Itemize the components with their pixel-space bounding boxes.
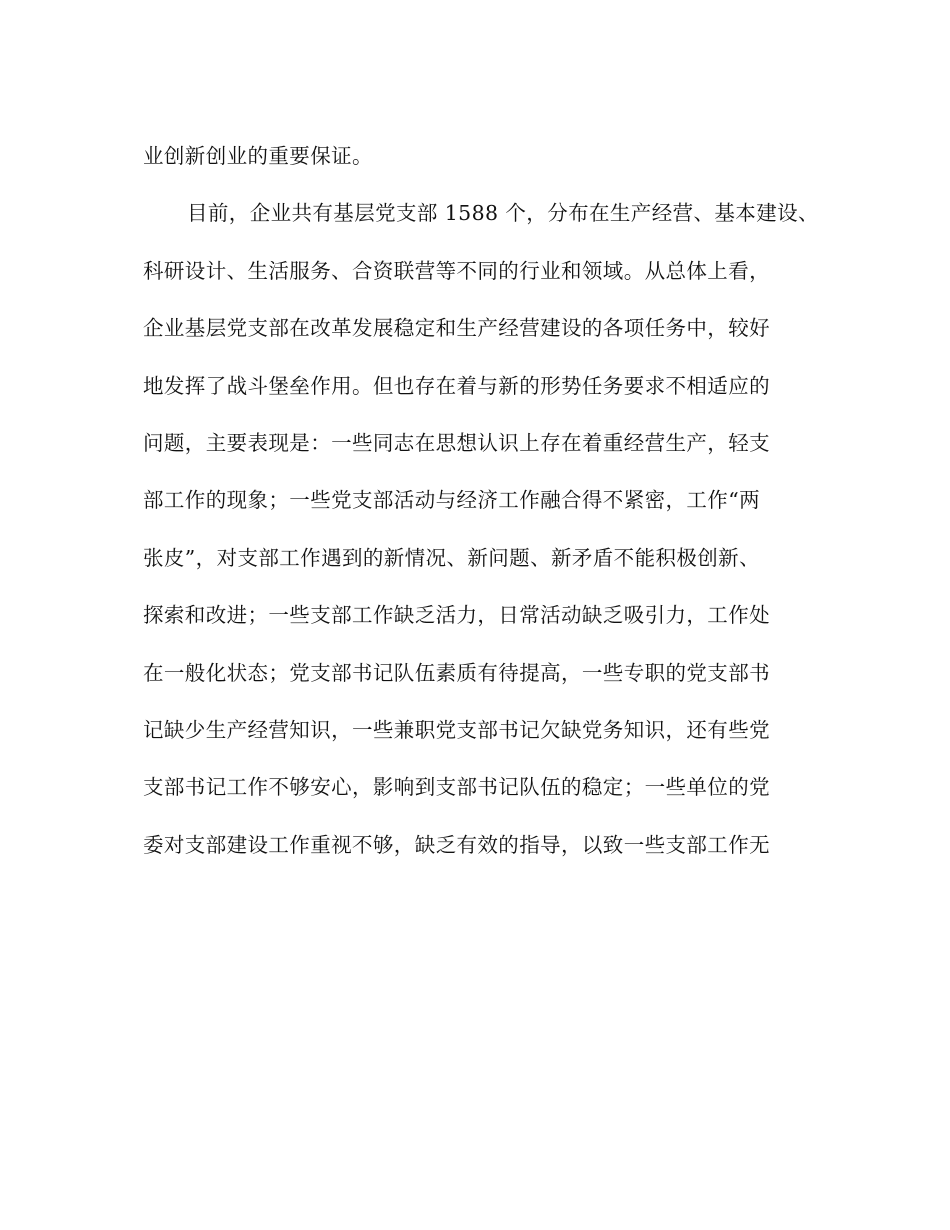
text-line: 业创新创业的重要保证。 — [143, 144, 373, 168]
text-line: 支部书记工作不够安心，影响到支部书记队伍的稳定；一些单位的党 — [143, 775, 770, 800]
text-line: 地发挥了战斗堡垒作用。但也存在着与新的形势任务要求不相适应的 — [143, 373, 770, 398]
text-line: 科研设计、生活服务、合资联营等不同的行业和领域。从总体上看， — [143, 258, 770, 283]
text-line: 问题，主要表现是：一些同志在思想认识上存在着重经营生产，轻支 — [143, 430, 770, 455]
text-line: 探索和改进；一些支部工作缺乏活力，日常活动缺乏吸引力，工作处 — [143, 603, 770, 628]
text-line: 企业基层党支部在改革发展稳定和生产经营建设的各项任务中，较好 — [143, 316, 770, 341]
text-line: 委对支部建设工作重视不够，缺乏有效的指导，以致一些支部工作无 — [143, 832, 770, 857]
text-line: 记缺少生产经营知识，一些兼职党支部书记欠缺党务知识，还有些党 — [143, 717, 770, 742]
text-line: 目前，企业共有基层党支部 1588 个，分布在生产经营、基本建设、 — [187, 201, 819, 226]
text-line: 张皮”，对支部工作遇到的新情况、新问题、新矛盾不能积极创新、 — [143, 545, 760, 570]
text-line: 在一般化状态；党支部书记队伍素质有待提高，一些专职的党支部书 — [143, 660, 770, 685]
text-line: 部工作的现象；一些党支部活动与经济工作融合得不紧密，工作“两 — [143, 488, 760, 513]
body-text — [143, 138, 823, 884]
